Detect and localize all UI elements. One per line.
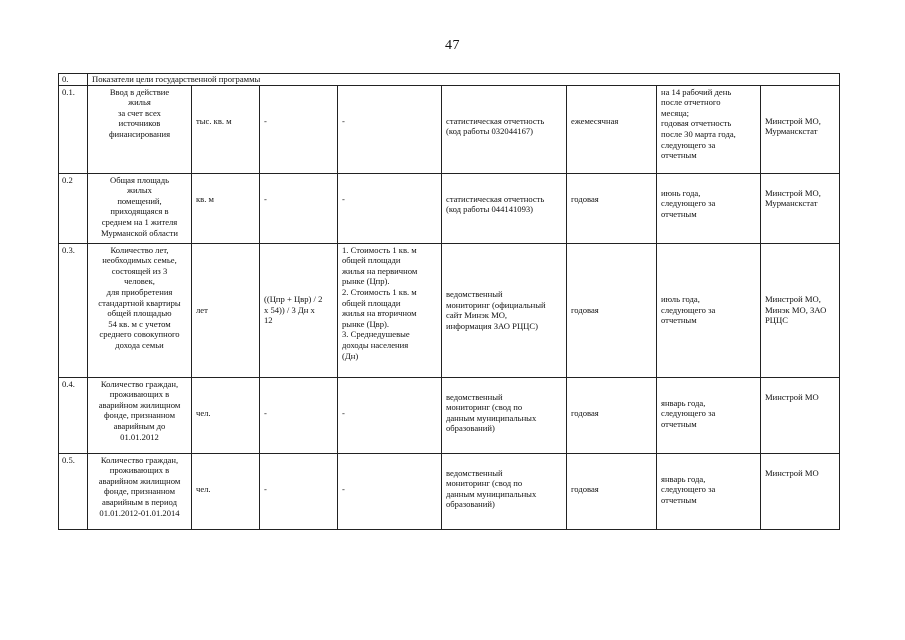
formula-cell: - [260, 453, 338, 529]
indicator-name-cell: Количество лет, необходимых семье, состоящей из 3 человек, для приобретения стандартной квартиры общей площадью 54 кв. м с учетом среднего совокупного дохода семьи [88, 243, 192, 377]
deadline-cell: январь года, следующего за отчетным [657, 377, 761, 453]
table-row [59, 173, 840, 243]
responsible-cell: Минстрой МО, Минэк МО, ЗАО РЦЦС [761, 243, 840, 377]
table-row [59, 377, 840, 453]
components-cell: - [338, 85, 442, 173]
periodicity-cell: годовая [567, 243, 657, 377]
table-row [59, 453, 840, 529]
row-num-cell: 0.1. [59, 85, 88, 173]
indicator-name-cell: Количество граждан, проживающих в аварийном жилищном фонде, признанном аварийным в период 01.01.2012-01.01.2014 [88, 453, 192, 529]
periodicity-cell: годовая [567, 173, 657, 243]
formula-cell: - [260, 173, 338, 243]
unit-cell: кв. м [192, 173, 260, 243]
table-header-row [59, 74, 840, 86]
source-cell: статистическая отчетность (код работы 044141093) [442, 173, 567, 243]
indicators-table [58, 73, 840, 530]
source-cell: статистическая отчетность (код работы 032044167) [442, 85, 567, 173]
indicator-name-cell: Ввод в действие жилья за счет всех источников финансирования [88, 85, 192, 173]
header-title-cell: Показатели цели государственной программы [88, 74, 840, 86]
components-cell: - [338, 173, 442, 243]
responsible-cell: Минстрой МО, Мурманскстат [761, 173, 840, 243]
deadline-cell: на 14 рабочий день после отчетного месяца; годовая отчетность после 30 марта года, следующего за отчетным [657, 85, 761, 173]
table-row [59, 85, 840, 173]
page-number: 47 [445, 38, 460, 53]
responsible-cell: Минстрой МО, Мурманскстат [761, 85, 840, 173]
row-num-cell: 0.5. [59, 453, 88, 529]
indicator-name-cell: Общая площадь жилых помещений, приходящаяся в среднем на 1 жителя Мурманской области [88, 173, 192, 243]
responsible-cell: Минстрой МО [761, 453, 840, 529]
row-num-cell: 0.2 [59, 173, 88, 243]
formula-cell: - [260, 377, 338, 453]
periodicity-cell: годовая [567, 453, 657, 529]
row-num-cell: 0.3. [59, 243, 88, 377]
periodicity-cell: годовая [567, 377, 657, 453]
header-num-cell: 0. [59, 74, 88, 86]
formula-cell: ((Цпр + Цвр) / 2 х 54)) / 3 Дн х 12 [260, 243, 338, 377]
components-cell: - [338, 453, 442, 529]
unit-cell: тыс. кв. м [192, 85, 260, 173]
components-cell: 1. Стоимость 1 кв. м общей площади жилья на первичном рынке (Цпр). 2. Стоимость 1 кв. м общей площади жилья на вторичном рынке (Цвр). 3. Среднедушевые доходы населения (Дн) [338, 243, 442, 377]
table-row [59, 243, 840, 377]
indicator-name-cell: Количество граждан, проживающих в аварийном жилищном фонде, признанном аварийным до 01.01.2012 [88, 377, 192, 453]
unit-cell: чел. [192, 453, 260, 529]
source-cell: ведомственный мониторинг (свод по данным муниципальных образований) [442, 377, 567, 453]
periodicity-cell: ежемесячная [567, 85, 657, 173]
deadline-cell: июль года, следующего за отчетным [657, 243, 761, 377]
row-num-cell: 0.4. [59, 377, 88, 453]
deadline-cell: январь года, следующего за отчетным [657, 453, 761, 529]
responsible-cell: Минстрой МО [761, 377, 840, 453]
components-cell: - [338, 377, 442, 453]
formula-cell: - [260, 85, 338, 173]
unit-cell: лет [192, 243, 260, 377]
unit-cell: чел. [192, 377, 260, 453]
source-cell: ведомственный мониторинг (свод по данным муниципальных образований) [442, 453, 567, 529]
deadline-cell: июнь года, следующего за отчетным [657, 173, 761, 243]
source-cell: ведомственный мониторинг (официальный сайт Минэк МО, информация ЗАО РЦЦС) [442, 243, 567, 377]
